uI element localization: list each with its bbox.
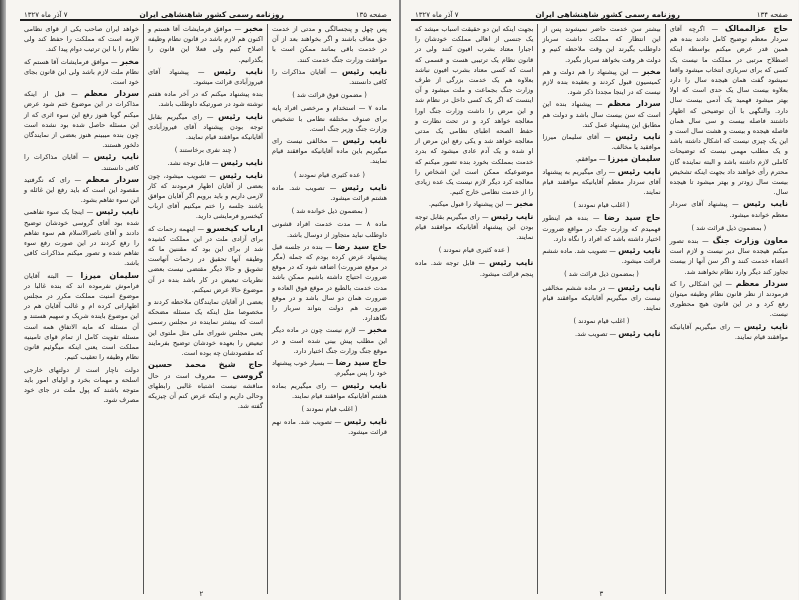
paragraph (542, 154, 660, 164)
speaker-name: نایب رئیس (342, 380, 387, 390)
paragraph-text: — اینجا یک سوء تفاهمی شده بود آقای گروسی خودشان توضیح دادند و آقای ناصرالاسلام هم سوء تفاهم را رفع کردند در این صورت رفع سوء تفاهم شده و تصور میکنم مذاکرات کافی باشد. (24, 208, 139, 268)
speaker-name: حاج عزالممالک (724, 24, 788, 33)
paragraph (670, 279, 788, 320)
paragraph-text: — تصویب میشود، چون بعضی از آقایان اظهار فرمودند که کار لازمی داریم و باید برویم اگر آقایان موافق باشند جلسه را ختم میکنیم آقای ارباب کیخسرو فرمایشی دارید. (148, 171, 263, 221)
speaker-name: نایب رئیس (617, 166, 661, 176)
paragraph-text: — رای میگیریم آقایانیکه موافقند قیام نمایند. (669, 322, 788, 341)
editorial-note: ( اغلب قیام نمودند ) (573, 317, 630, 326)
paragraph-text: — لازم نیست چون در ماده دیگر این مطلب پیش بینی شده است و در موقع جنگ وزارت جنگ اختیار دارد. (272, 326, 387, 355)
speaker-name: سلیمان میرزا (607, 154, 661, 164)
paragraph (542, 167, 660, 198)
paragraph-text: — پیشنهاد آقای سردار معظم خوانده میشود. (669, 200, 788, 219)
speaker-name: نایب رئیس (617, 282, 661, 292)
newspaper-title: روزنامه رسمی کشور شاهنشاهی ایران (139, 10, 284, 19)
paragraph-text: — معروف است در حال مناقشه نیست اشتباه غالبی رابطهای وحالی داریم و اینکه عرض کنم آن چیزیکه گفته شد. (148, 371, 263, 411)
paragraph (415, 212, 533, 243)
paragraph (24, 89, 139, 150)
speaker-name: نایب رئیس (343, 417, 387, 427)
columns (20, 24, 391, 594)
issue-date: ۷ آذر ماه ۱۳۲۷ (415, 11, 459, 19)
paragraph-text: — قبل از اینکه مذاکرات در این موضوع ختم شود عرض میکنم گویا هنوز رفع این سوء اثری که از این مسئله حاصل شده بود نشده است چون بنده میبینم هنوز بعضی از نمایندگان دلخور هستند. (24, 90, 139, 150)
scan-edge-shadow (0, 0, 6, 600)
paragraph (670, 322, 788, 342)
speaker-name: حاج شیخ محمد حسین گروسی (148, 360, 263, 380)
editorial-note: ( بمضمون ذیل قرائت شد ) (564, 270, 639, 279)
paragraph-text: — موافق فرمایشات آقا هستم که نظام ملت لازم باشد ولی این قانون بجای خود است. (24, 57, 139, 87)
speaker-name: نایب رئیس (615, 132, 661, 142)
paragraph-text: — آقای سلیمان میرزا موافقید یا مخالف. (542, 133, 661, 152)
paragraph (24, 57, 139, 88)
speaker-name: ارباب کیخسرو (206, 223, 264, 233)
paragraph (272, 183, 387, 203)
text-column (20, 24, 143, 594)
paragraph-text: — رای که نگرفتید مقصود این است که باید رفع این غائله و این سوء تفاهم بشود. (24, 175, 139, 205)
speaker-name: حاج سید رضا (604, 213, 661, 223)
page-footer-mark: ۲ (199, 590, 204, 598)
paragraph-text: بیشتر سن خدمت حاضر نمیشوند پس از این انتظار که مملکت داشت سرباز داوطلب بگیرند این وقت ملاحظه کنیم و دولت هر وقت بخواهد سرباز بگیرد. (542, 25, 661, 64)
paragraph (148, 360, 263, 411)
paragraph (272, 24, 387, 65)
speaker-name: حاج سید رضا (334, 241, 387, 251)
columns (411, 24, 792, 594)
paragraph-text: — در ماده ششم مخالفی نیست رای میگیریم آقایانیکه موافقند قیام نمایند. (542, 283, 661, 313)
page-number: صفحه ۱۳۵ (355, 11, 387, 19)
paragraph-text: — آقایان مذاکرات را کافی دانستند. (272, 67, 387, 87)
paragraph (148, 24, 263, 65)
speaker-name: نایب رئیس (618, 246, 661, 256)
paragraph-text: — تصویب شد. ماده هشتم قرائت میشود. (272, 183, 387, 203)
editorial-note: ( عده کثیری قیام نمودند ) (294, 170, 365, 179)
paragraph (148, 224, 263, 295)
text-column (267, 24, 391, 594)
paragraph (415, 258, 533, 278)
paragraph-text: — موافقم. (575, 155, 606, 164)
speaker-name: نایب رئیس (743, 321, 788, 331)
paragraph-text: — پیشنهاد آقای فیروزآبادی قرائت میشود. (148, 67, 263, 87)
speaker-name: نایب رئیس (490, 211, 534, 221)
speaker-name: نایب رئیس (95, 207, 139, 217)
paragraph (542, 213, 660, 244)
paragraph-text: — اگرچه آقای سردار معظم توضیح کامل دادند بنده هم همین قدر عرض میکنم بواسطه اینکه اصطلاح مرتبی در مملکت ما نیست یک کسی که برای سربازی انتخاب میشود واقعا نمیشود گفت همان هیجده سال را دارد بعلاوه بیست سال یک حدی است که اولا بهتر میشود فهمید یک آدمی بیست سال دارد. والنگهی با آن توضیحی که اظهار داشتند فاصله بیست و سی سال همان فاصله هیجده و بیست و هشت سال است و این یک چیزی نیست که اشکال داشته باشد و یک مطلب مهمی نیست که توضیحات کاملی لازم داشته باشد و البته نماینده گان محترم رأی خواهند داد بجهت اینکه تشخیص بیست سال زودتر و بهتر میشود تا هیجده سال. (669, 25, 788, 197)
paragraph (272, 417, 387, 437)
paragraph-text: — پیشنهاد بنده این است که سن بیست سال باشد و دولت هم مطابق این پیشنهاد عمل کند. (542, 100, 661, 129)
paragraph-text: خواهد ایران صاحب یکی از قوای نظامی لازمه است که مملکت را حفظ کند ولی نظام را با این ترتیب دوام پیدا کند. (24, 25, 139, 54)
speaker-name: نایب رئیس (341, 66, 387, 76)
left-page (0, 0, 399, 600)
paragraph (415, 199, 533, 209)
paragraph (24, 152, 139, 172)
paragraph-text: — تصویب شد. ماده نهم قرائت میشود. (272, 418, 387, 437)
page-header (411, 6, 792, 21)
paragraph (542, 329, 660, 339)
paragraph-text: ماده ۸ — مدت خدمت افراد قشونی داوطلب نباید متجاوز از دوسال باشد. (272, 220, 388, 239)
paragraph (542, 132, 660, 152)
speaker-name: سلیمان میرزا (80, 270, 140, 280)
paragraph (24, 175, 139, 206)
paragraph (272, 103, 387, 134)
paragraph-text: — بسیار خوب پیشنهاد خود را پس میگیرم. (272, 359, 387, 378)
speaker-name: مخبر (244, 24, 263, 33)
paragraph-text: — رای میگیریم بماده هشتم آقایانیکه موافقند قیام نمایند. (272, 381, 387, 400)
paragraph-text: — این پیشنهاد را قبول میکنیم. (428, 200, 513, 209)
paragraph (272, 381, 387, 401)
paragraph-text: — رای میگیریم به پیشنهاد آقای سردار معظم آقایانیکه موافقند قیام نمایند. (542, 167, 661, 197)
paragraph-text: — مخالفی نیست رای میگیریم باین ماده آقایانیکه موافقند قیام نمایند. (272, 137, 387, 166)
paragraph-text: — رای میگیریم بقابل توجه بودن این پیشنهاد آقایانیکه موافقند قیام نمایند. (415, 212, 534, 242)
paragraph (542, 246, 660, 266)
speaker-name: نایب رئیس (618, 329, 661, 339)
paragraph (670, 24, 788, 197)
paragraph (670, 236, 788, 277)
newspaper-title: روزنامه رسمی کشور شاهنشاهی ایران (535, 10, 680, 19)
paragraph (24, 271, 139, 363)
paragraph (542, 24, 660, 65)
editorial-note: ( اغلب قیام نمودند ) (573, 201, 630, 210)
speaker-name: نایب رئیس (342, 136, 387, 146)
paragraph (24, 207, 139, 268)
paragraph (542, 283, 660, 314)
paragraph-text: — بنده هم اینطور فهمیدم که وزارت جنگ در مواقع ضرورت اختیار داشته باشد که افراد را نگاه دارد. (542, 214, 661, 243)
paragraph (148, 171, 263, 222)
paragraph-text: بعضی از آقایان نمایندگان ملاحظه کردند و مخصوصا مثل اینکه یک مسئله مضحکه است که بیشتر نماینده در مجلس رسمی یعنی مجلس شورای ملی مثل ملتوی این تبعیض را بعهده خودشان توضیح بفرمایند که مقصودشان چه بوده است. (148, 298, 263, 358)
paragraph (272, 67, 387, 87)
speaker-name: سردار معظم (735, 278, 788, 288)
paragraph-text: بنده پیشنهاد میکنم که در آخر ماده هفتم نوشته شود در صورتیکه داوطلب باشد. (148, 90, 263, 109)
editorial-note: ( بمضمون ذیل قرائت شد ) (691, 223, 767, 232)
paragraph-text: — رای میگیریم بقابل توجه بودن پیشنهاد آقای فیروزآبادی آقایانیکه موافقند قیام نمایند. (148, 112, 263, 142)
paragraph-text: — اینهمه زحمات که برای آزادی ملت در این مملکت کشیده شد از برای این بود که مقننین ما که وظیفه آنها تحقیق در زحمات آنهاست تشویق و حالا دیگر مقتضی نیست بعضی نظریات تبعیض در کار باشد بنده در آن موضوع حالا عرض نمیکنم. (148, 224, 263, 294)
paragraph (148, 297, 263, 358)
paragraph-text: — بنده تصور میکنم هیجده سال دیر نیست و لازم است اعضاء خدمت کنند و اگر سن آنها از بیست تجاوز کند دیگر وارد نظام نخواهند شد. (669, 237, 788, 276)
text-column (143, 24, 267, 594)
paragraph (272, 136, 387, 167)
paragraph-text: — آقایان مذاکرات را کافی دانستند. (24, 153, 139, 172)
speaker-name: معاون وزارت جنگ (712, 236, 788, 246)
paragraph-text: — قابل توجه شد. ماده پنجم قرائت میشود. (415, 259, 534, 278)
paragraph (148, 158, 263, 168)
editorial-note: ( مضمون فوق قرائت شد ) (292, 91, 367, 100)
speaker-name: سردار معظم (84, 89, 139, 99)
editorial-note: ( عده کثیری قیام نمودند ) (438, 246, 510, 255)
paragraph (542, 67, 660, 98)
text-column (665, 24, 792, 594)
speaker-name: نایب رئیس (219, 170, 263, 180)
paragraph (148, 89, 263, 109)
paragraph (148, 67, 263, 87)
paragraph-text: دولت ناچار است از دولتهای خارجی اسلحه و مهمات بخرد و اولیای امور باید متوجه باشند که پول ملت در جای خود مصرف شود. (24, 365, 139, 405)
paragraph-text: — این اشکالی را که فرمودند از نظر قانون نظام وظیفه میتوان رفع کرد و در این قانون هیچ محظوری نیست. (669, 279, 788, 319)
text-column (411, 24, 537, 594)
issue-date: ۷ آذر ماه ۱۳۲۷ (24, 11, 68, 19)
page-number: صفحه ۱۳۴ (756, 11, 788, 19)
paragraph (272, 219, 387, 239)
speaker-name: حاج سید رضا (335, 358, 387, 368)
paragraph (272, 242, 387, 324)
page-header (20, 6, 391, 21)
text-column (537, 24, 664, 594)
paragraph-text: — بنده در جلسه قبل پیشنهاد عرض کرده بودم که جمله (مگر در موقع ضرورت) اضافه شود که در موقع ضرورت احتیاج داشته باشیم ممکن باشد مدت خدمت بالطبع در موقع فوق العاده و ضرورت همان دو سال باشد و در موقع ضرورت هم دولت بتواند سرباز را نگاهدارد. (272, 242, 387, 323)
paragraph-text: — موافق فرمایشات آقا هستم و اکنون هم لازم باشد در قانون نظام وظیفه اصلاح کنیم ولی فعلا این قانون را بگذرانیم. (148, 25, 263, 64)
speaker-name: سردار معظم (607, 99, 661, 109)
paragraph (415, 24, 533, 197)
paragraph (24, 365, 139, 406)
speaker-name: نایب رئیس (218, 111, 263, 121)
paragraph-text: — البته آقایان فراموش نفرموده اند که بنده غالبا در موضوع امنیت مملکت مکرر در مجلس اظهاراتی کرده ام و غالب آقایان هم در این موضوع باینده شریک و سهیم هستند و آن مسئله که مایه الاتفاق همه است مسئله تقویت کامل از تمام قوای تامینیه مملکت است یعنی اینکه میگوئیم قانون نظام وظیفه را تعقیب کنیم. (24, 271, 139, 362)
speaker-name: مخبر (120, 56, 139, 66)
paragraph-text: ماده ۷ — استخدام و مرخصی افراد پایه برای صنوف مختلفه نظامی با تشخیص وزارت جنگ وزیر جنگ است. (272, 104, 387, 133)
speaker-name: مخبر (641, 66, 661, 76)
speaker-name: نایب رئیس (93, 152, 139, 162)
editorial-note: ( چند نفری برخاستند ) (174, 146, 237, 155)
page-footer-mark: ۳ (599, 590, 604, 598)
paragraph (542, 99, 660, 130)
paragraph (272, 358, 387, 378)
speaker-name: نایب رئیس (743, 199, 788, 209)
paragraph (24, 24, 139, 55)
editorial-note: ( اغلب قیام نمودند ) (301, 404, 358, 413)
speaker-name: نایب رئیس (213, 66, 263, 76)
paragraph-text: — تصویب شد. (574, 330, 617, 339)
speaker-name: نایب رئیس (341, 182, 387, 192)
paragraph (148, 112, 263, 143)
paragraph (272, 325, 387, 356)
right-page (399, 0, 798, 600)
speaker-name: مخبر (514, 199, 534, 209)
speaker-name: مخبر (368, 325, 387, 335)
paragraph (670, 199, 788, 219)
paragraph-text: پس چهل و پنجسالگی و مدتی از خدمت حق معاف باشند و اگر بخواهند بعد از آن در خدمت باقی بمانند ممکن است با موافقت وزارت جنگ خدمت کنند. (272, 25, 387, 64)
paragraph-text: بجهت اینکه این دو حقیقت اسباب میشد که یک جنسی از اهالی مملکت خودشان را اجبارا معتاد بشرب افیون کنند ولی در قانون نظام یک ترتیبی هست و قسمی که است که کسی معتاد بشرب افیون نباشد بعلاوه هم یک خدمت بزرگی از طرف وزارت جنگ بجماعت و ملت میشود و آن اینست که اگر یک کسی داخل در نظام شد و این مرض را داشت وزارت جنگ اورا معالجه خواهد کرد و در تحت نظارت و حفظ الصحه اطبای نظامی یک مدتی معالجه خواهد شد و یکی رفع این مرض از او شده و یک آدم عادی میشود که بدرد خدمت بمملکت بخورد بنده تصور میکنم که موضوعیکه ممکن است این اشخاص را معالجه کرد دیگر لازم نیست یک عده زیادی را از خدمت نظامی خارج کنیم. (415, 25, 534, 197)
paragraph-text: — قابل توجه نشد. (167, 159, 219, 168)
speaker-name: نایب رئیس (220, 158, 263, 168)
speaker-name: سردار معظم (85, 174, 139, 184)
paragraph-text: — این پیشنهاد را هم دولت و هم کمیسیون قبول کردند و بعقیده بنده لازم نیست که در اینجا مجددا ذکر شود. (542, 67, 661, 97)
paragraph-text: — تصویب شد. ماده ششم قرائت میشود. (542, 247, 661, 266)
speaker-name: نایب رئیس (489, 258, 534, 268)
editorial-note: ( بمضمون ذیل خوانده شد ) (291, 207, 368, 216)
